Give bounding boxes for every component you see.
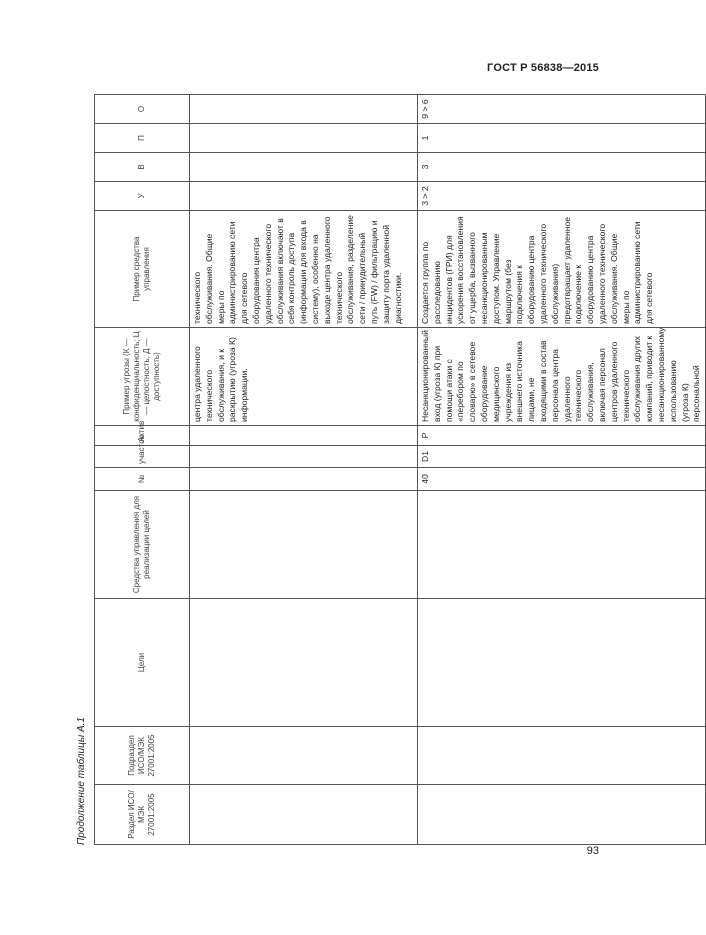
cell-uchastok: D1	[418, 446, 706, 468]
cell-num: 40	[418, 468, 706, 491]
col-header-v: В	[95, 153, 190, 182]
page-number: 93	[586, 845, 599, 857]
col-header-primer: Пример средства управления	[95, 211, 190, 328]
cell-celi	[190, 599, 418, 727]
col-header-aktiv: Актив	[95, 426, 190, 446]
col-header-ugroza: Пример угрозы (К — конфиденциальность; Ц — целостность, Д — доступность)	[95, 328, 190, 426]
rotated-table-page	[72, 95, 702, 845]
col-header-num: №	[95, 468, 190, 491]
table-header-row	[95, 95, 190, 845]
table-caption: Продолжение таблицы А.1	[76, 717, 87, 845]
cell-v: 3	[418, 153, 706, 182]
cell-u	[190, 182, 418, 211]
cell-v	[190, 153, 418, 182]
col-header-o: О	[95, 95, 190, 124]
cell-p: 1	[418, 124, 706, 153]
table-row	[418, 95, 706, 845]
cell-ugroza: центра удаленного технического обслуживания, и к раскрытию (угроза К) информации.	[190, 328, 418, 426]
cell-u: 3 > 2	[418, 182, 706, 211]
cell-razdel	[190, 785, 418, 845]
col-header-uchastok: участок	[95, 446, 190, 468]
col-header-celi: Цели	[95, 599, 190, 727]
cell-num	[190, 468, 418, 491]
col-header-sredstva: Средства управления для реализации целей	[95, 491, 190, 599]
cell-aktiv: Р	[418, 426, 706, 446]
cell-razdel	[418, 785, 706, 845]
cell-podrazdel	[418, 727, 706, 785]
col-header-u: У	[95, 182, 190, 211]
col-header-podrazdel: Подраздел ИСО/МЭК 27001:2005	[95, 727, 190, 785]
cell-sredstva	[418, 491, 706, 599]
document-code: ГОСТ Р 56838—2015	[487, 62, 599, 74]
cell-p	[190, 124, 418, 153]
cell-primer: Создается группа по расследованию инцидентов (ГРИ) для ускорения восстановления от ущерба, вызванного несанкционированным доступом. Управление маршрутом (без подключения к оборудованию центра удаленного технического обслуживания) предотвращает удаленное подключение к оборудованию центра удаленного технического обслуживания. Общие меры по администрированию сети для сетевого	[418, 211, 706, 328]
threat-table	[94, 94, 706, 845]
col-header-razdel: Раздел ИСО/МЭК 27001:2005	[95, 785, 190, 845]
cell-sredstva	[190, 491, 418, 599]
cell-primer: технического обслуживания. Общие меры по администрированию сети для сетевого оборудования центра удаленного технического обслуживания включают в себя контроль доступа (информации для входа в систему), особенно на выходе центра удаленного технического обслуживания, разделение сети / принудительный путь (FW) / фильтрацию и защиту порта удаленной диагностики.	[190, 211, 418, 328]
cell-celi	[418, 599, 706, 727]
cell-uchastok	[190, 446, 418, 468]
cell-aktiv	[190, 426, 418, 446]
cell-ugroza: Несанкционированный вход (угроза К) при помощи атаки с «перебором по словарю» в сетевое оборудование медицинского учреждения из внешнего источника лицами, не входящими в состав персонала центра удаленного технического обслуживания, включая персонал центров удаленного технического обслуживания других компаний, приводит к несанкционированному использованию (угроза К) персональной	[418, 328, 706, 426]
cell-o: 9 > 6	[418, 95, 706, 124]
col-header-p: П	[95, 124, 190, 153]
cell-podrazdel	[190, 727, 418, 785]
table-row	[190, 95, 418, 845]
cell-o	[190, 95, 418, 124]
